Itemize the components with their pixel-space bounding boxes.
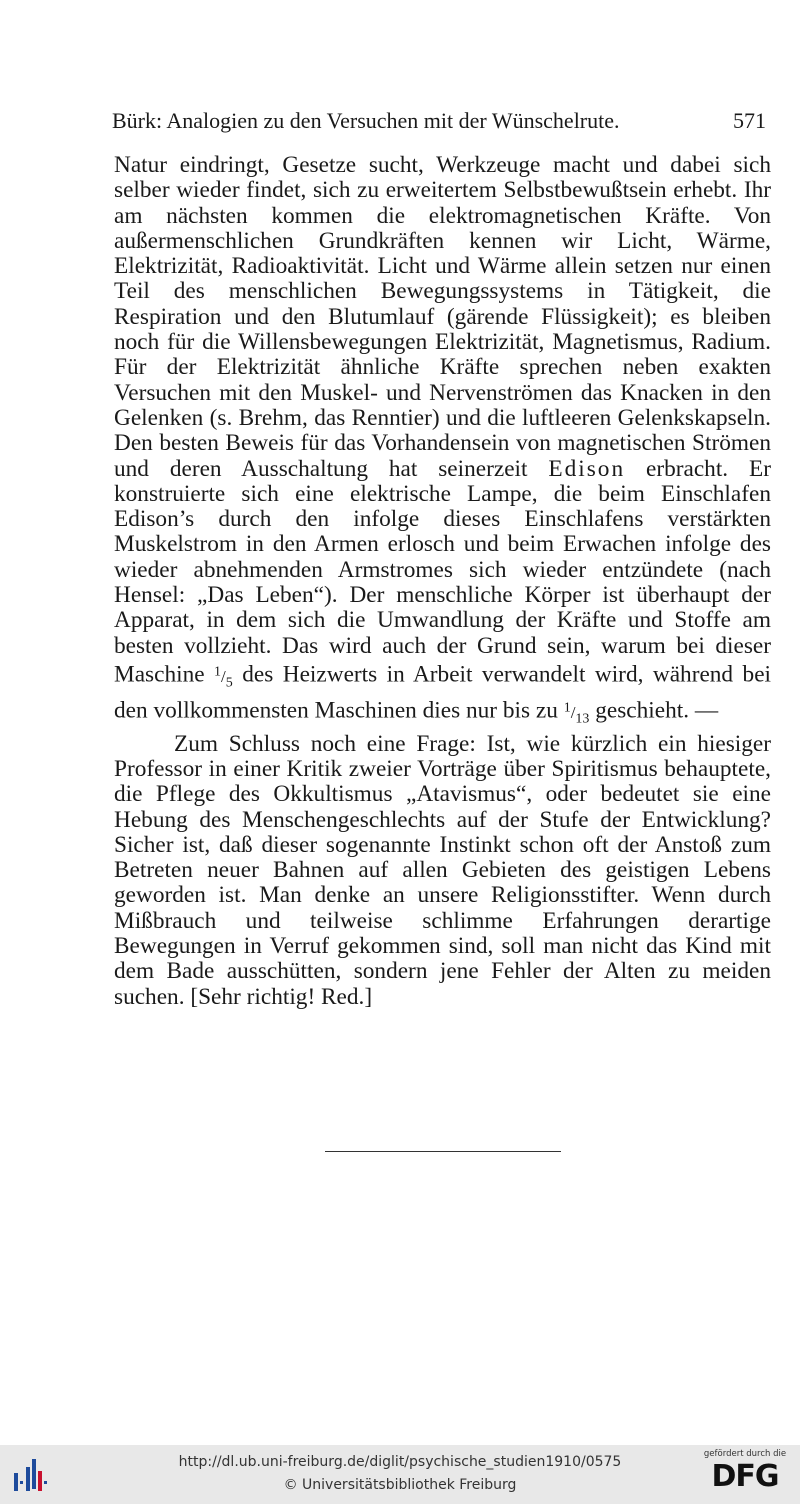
text-run: Natur eindringt, Gesetze sucht, Werkzeuge macht und dabei sich selber wieder findet, sich zu erweitertem Selbstbewußtsein erhebt. Ihr am nächsten kommen die elektromagnetischen Kräfte. Von außermenschlichen Grundkräften kennen wir Licht, Wärme, Elektrizität, Radioaktivität. Licht und Wärme allein setzen nur einen Teil des menschlichen Bewegungssystems in Tätigkeit, die Respiration und den Blutumlauf (gärende Flüssigkeit); es bleiben noch für die Willensbewegungen Elektrizität, Magnetismus, Radium. Für der Elektrizität ähnliche Kräfte sprechen neben exakten Versuchen mit den Muskel- und Nervenströmen das Knacken in den Gelenken (s. Brehm, das Renntier) und die luftleeren Gelenkskapseln. Den besten Beweis für das Vorhandensein von magnetischen Strömen und deren Ausschaltung hat seinerzeit	[114, 152, 771, 482]
fraction-one-fifth: $^1/_5$	[214, 663, 233, 690]
article-body	[114, 153, 771, 1010]
page-number: 571	[733, 108, 766, 133]
page-header	[112, 108, 768, 138]
dfg-logo: DFG	[711, 1459, 779, 1494]
footer-url-link[interactable]: http://dl.ub.uni-freiburg.de/diglit/psychische_studien1910/0575	[178, 1454, 622, 1470]
running-title: Bürk: Analogien zu den Versuchen mit der Wünschelrute.	[112, 108, 620, 133]
fraction-denominator: 5	[225, 674, 233, 690]
dfg-funding-block	[700, 1449, 790, 1495]
paragraph	[114, 153, 771, 732]
text-run: erbracht. Er konstruierte sich eine elektrische Lampe, die beim Einschlafen Edison’s durch den infolge dieses Einschlafens verstärkten Muskelstrom in den Armen erlosch und beim Erwachen infolge des wieder abnehmenden Armstromes sich wieder entzündete (nach Hensel: „Das Leben“). Der menschliche Körper ist überhaupt der Apparat, in dem sich die Umwandlung der Kräfte und Stoffe am besten vollzieht. Das wird auch der Grund sein, warum bei dieser Maschine	[114, 455, 771, 688]
text-run: geschieht. —	[595, 697, 719, 724]
end-rule	[325, 1151, 561, 1152]
spaced-name: Edison	[548, 455, 626, 482]
fraction-numerator: 1	[214, 663, 222, 679]
fraction-denominator: 13	[575, 711, 590, 727]
paragraph: Zum Schluss noch eine Frage: Ist, wie kürzlich ein hiesiger Professor in einer Kritik zweier Vorträge über Spiritismus behauptete, die Pflege des Okkultismus „Atavismus“, oder bedeutet sie eine Hebung des Menschengeschlechts auf der Stufe der Entwicklung? Sicher ist, daß dieser sogenannte Instinkt schon oft der Anstoß zum Betreten neuer Bahnen auf allen Gebieten des geistigen Lebens geworden ist. Man denke an unsere Religionsstifter. Wenn durch Mißbrauch und teilweise schlimme Erfahrungen derartige Bewegungen in Verruf gekommen sind, soll man nicht das Kind mit dem Bade ausschütten, sondern jene Fehler der Alten zu meiden suchen. [Sehr richtig! Red.]	[114, 730, 771, 1010]
dfg-caption: gefördert durch die	[703, 1449, 787, 1459]
footer-copyright: © Universitätsbibliothek Freiburg	[283, 1477, 517, 1493]
text-run: des Heizwerts in Arbeit verwandelt wird, während bei den vollkommensten Maschinen dies nur bis zu	[114, 661, 772, 724]
fraction-one-thirteenth: $^1/_{13}$	[563, 700, 590, 727]
footer-bar	[0, 1445, 800, 1504]
fraction-numerator: 1	[563, 700, 571, 716]
